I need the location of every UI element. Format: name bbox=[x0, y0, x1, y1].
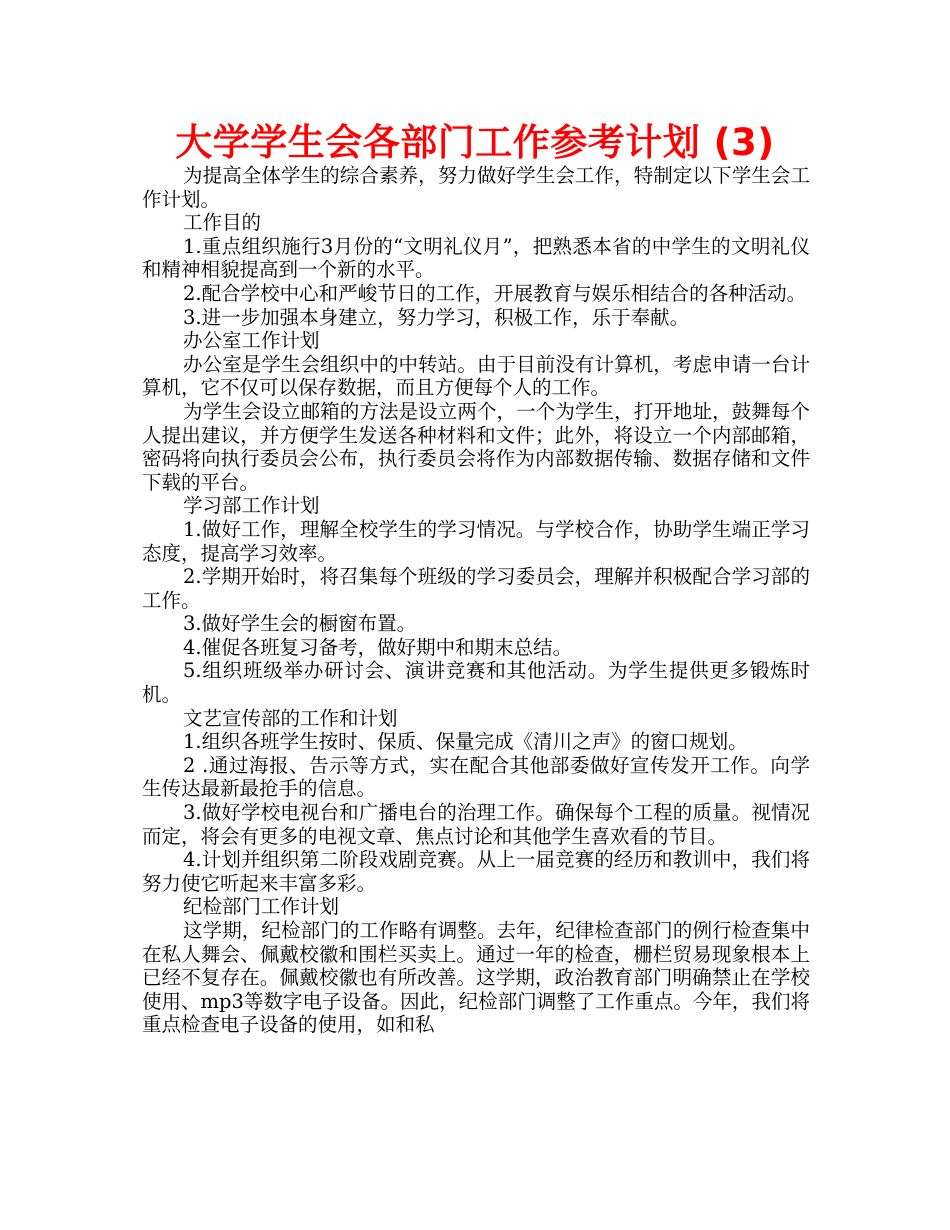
paragraph: 办公室是学生会组织中的中转站。由于目前没有计算机，考虑申请一台计算机，它不仅可以保存数据，而且方便每个人的工作。 bbox=[142, 352, 810, 400]
section-heading-office: 办公室工作计划 bbox=[183, 329, 320, 353]
paragraph: 1.组织各班学生按时、保质、保量完成《清川之声》的窗口规划。 bbox=[183, 730, 748, 754]
document-title: 大学学生会各部门工作参考计划 (3) bbox=[175, 121, 775, 164]
paragraph: 3.进一步加强本身建立，努力学习，积极工作，乐于奉献。 bbox=[183, 305, 690, 329]
paragraph-intro: 为提高全体学生的综合素养，努力做好学生会工作，特制定以下学生会工作计划。 bbox=[142, 164, 810, 211]
paragraph: 为学生会设立邮箱的方法是设立两个，一个为学生，打开地址，鼓舞每个人提出建议，并方便学生发送各种材料和文件；此外，将设立一个内部邮箱，密码将向执行委员会公布，执行委员会将作为内部数据传输、数据存储和文件下载的平台。 bbox=[142, 399, 810, 494]
paragraph: 1.重点组织施行3月份的“文明礼仪月”，把熟悉本省的中学生的文明礼仪和精神相貌提高到一个新的水平。 bbox=[142, 234, 810, 282]
paragraph: 2.配合学校中心和严峻节日的工作，开展教育与娱乐相结合的各种活动。 bbox=[183, 281, 807, 305]
paragraph: 3.做好学生会的橱窗布置。 bbox=[183, 612, 417, 636]
paragraph: 2 .通过海报、告示等方式，实在配合其他部委做好宣传发开工作。向学生传达最新最抢手的信息。 bbox=[142, 753, 810, 801]
paragraph: 2.学期开始时，将召集每个班级的学习委员会，理解并积极配合学习部的工作。 bbox=[142, 565, 810, 612]
section-heading-discipline: 纪检部门工作计划 bbox=[183, 895, 340, 919]
paragraph: 这学期，纪检部门的工作略有调整。去年，纪律检查部门的例行检查集中在私人舞会、佩戴校徽和围栏买卖上。通过一年的检查，栅栏贸易现象根本上已经不复存在。佩戴校徽也有所改善。这学期，政治教育部门明确禁止在学校使用、mp3等数字电子设备。因此，纪检部门调整了工作重点。今年，我们将重点检查电子设备的使用，如和私 bbox=[142, 919, 810, 1037]
section-heading-goals: 工作目的 bbox=[183, 211, 262, 235]
paragraph: 4.计划并组织第二阶段戏剧竞赛。从上一届竞赛的经历和教训中，我们将努力使它听起来丰富多彩。 bbox=[142, 848, 810, 895]
paragraph: 1.做好工作，理解全校学生的学习情况。与学校合作，协助学生端正学习态度，提高学习效率。 bbox=[142, 517, 810, 565]
section-heading-publicity: 文艺宣传部的工作和计划 bbox=[183, 706, 398, 730]
paragraph: 3.做好学校电视台和广播电台的治理工作。确保每个工程的质量。视情况而定，将会有更多的电视文章、焦点讨论和其他学生喜欢看的节目。 bbox=[142, 801, 810, 848]
document-body bbox=[142, 164, 810, 1037]
paragraph: 5.组织班级举办研讨会、演讲竞赛和其他活动。为学生提供更多锻炼时机。 bbox=[142, 659, 810, 707]
paragraph: 4.催促各班复习备考，做好期中和期末总结。 bbox=[183, 635, 573, 659]
section-heading-study: 学习部工作计划 bbox=[183, 494, 320, 518]
